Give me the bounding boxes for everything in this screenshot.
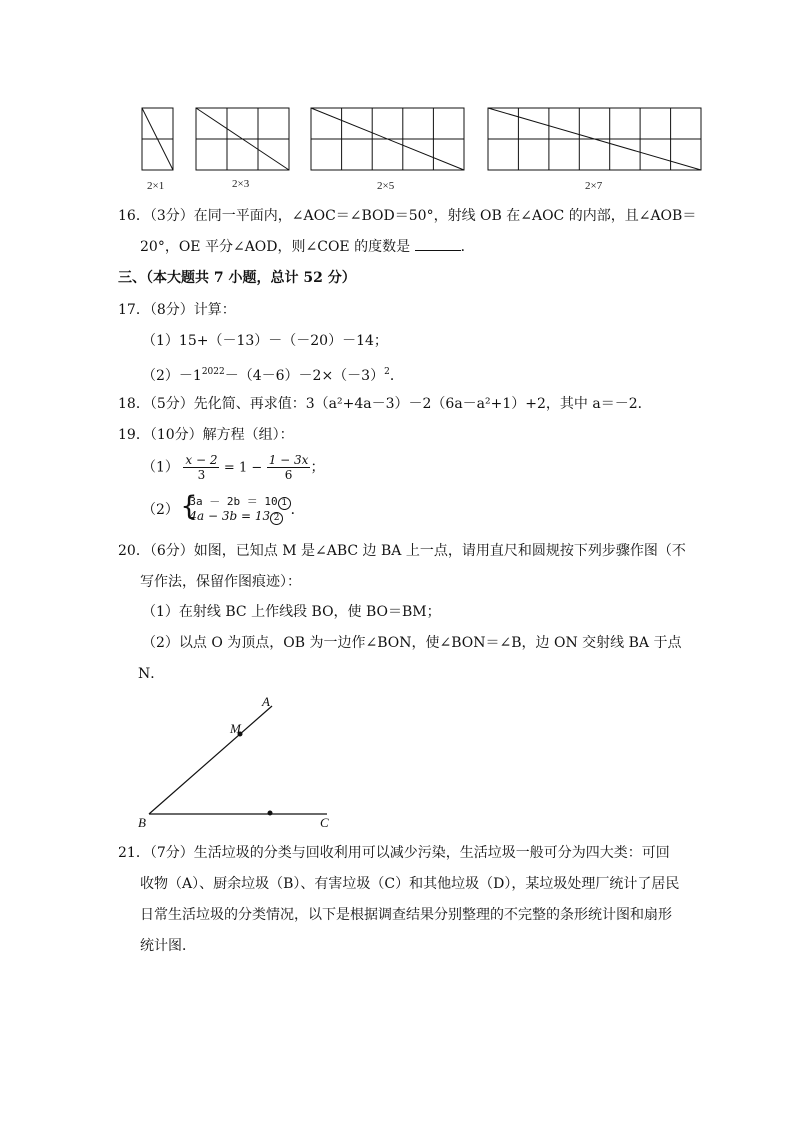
- question-20-part2-cont: N．: [138, 666, 165, 682]
- fraction-right: [267, 453, 311, 482]
- expr-end: ．: [290, 502, 305, 518]
- equation-1: [189, 495, 290, 510]
- question-text: 计算：: [193, 302, 236, 318]
- question-text: 先化简、再求值：3（a²+4a－3）－2（6a－a²+1）+2，其中 a＝－2．: [193, 396, 652, 412]
- grid-figures: [0, 0, 794, 200]
- grid-label-2x3: 2×3: [232, 178, 250, 190]
- equation-text: 3a － 2b ＝ 10: [189, 495, 278, 508]
- angle-abc-figure: [120, 690, 350, 835]
- question-text: 解方程（组）：: [202, 427, 294, 443]
- question-score: （8分）: [149, 302, 194, 318]
- denominator: 6: [284, 468, 293, 482]
- question-text-end: ．: [460, 239, 475, 255]
- equation-text: 4a − 3b = 13: [189, 509, 271, 523]
- part-label: （1）: [142, 459, 179, 476]
- expr-end: ；: [310, 459, 325, 476]
- question-20-part2: （2）以点 O 为顶点，OB 为一边作∠BON，使∠BON＝∠B，边 ON 交射线 BA 于点: [142, 635, 682, 651]
- question-score: （3分）: [149, 208, 194, 224]
- question-score: （5分）: [149, 396, 194, 412]
- question-number: 17．: [118, 302, 150, 318]
- question-score: （10分）: [149, 427, 203, 443]
- question-21-line4: 统计图．: [140, 938, 196, 954]
- question-21-line3: 日常生活垃圾的分类情况，以下是根据调查结果分别整理的不完整的条形统计图和扇形: [140, 907, 672, 923]
- question-number: 19．: [118, 427, 150, 443]
- denominator: 3: [197, 468, 206, 482]
- ray-ba: [149, 706, 272, 814]
- question-16-line2: [140, 236, 475, 257]
- question-20-line2: 写作法，保留作图痕迹）：: [140, 574, 301, 590]
- equation-2: [189, 510, 290, 525]
- grid-2x3: [196, 108, 289, 170]
- question-20-part1: （1）在射线 BC 上作线段 BO，使 BO＝BM；: [142, 604, 441, 620]
- question-19-part2: [142, 495, 305, 525]
- question-number: 20．: [118, 543, 150, 559]
- expr-part: = 1 −: [223, 460, 263, 476]
- question-16-line1: [118, 206, 696, 226]
- expr-part: （2）－1: [142, 368, 202, 384]
- label-c: C: [320, 815, 329, 830]
- question-number: 16．: [118, 208, 150, 224]
- grid-2x1: [142, 108, 173, 170]
- grid-2x7: [488, 108, 701, 170]
- question-19-part1: [142, 453, 324, 482]
- question-17-stem: [118, 300, 236, 320]
- label-a: A: [262, 694, 270, 709]
- question-text: 20°，OE 平分∠AOD，则∠COE 的度数是: [140, 239, 411, 255]
- question-text: 生活垃圾的分类与回收利用可以减少污染，生活垃圾一般可分为四大类：可回: [193, 845, 670, 861]
- question-19-stem: [118, 425, 294, 445]
- question-21-line1: [118, 843, 670, 863]
- question-text: 在同一平面内，∠AOC＝∠BOD＝50°，射线 OB 在∠AOC 的内部，且∠AOB＝: [193, 208, 697, 224]
- question-18: [118, 394, 652, 414]
- equation-tag: 1: [278, 497, 291, 510]
- grid-label-2x1: 2×1: [147, 180, 165, 192]
- question-text: 如图，已知点 M 是∠ABC 边 BA 上一点，请用直尺和圆规按下列步骤作图（不: [193, 543, 686, 559]
- question-score: （6分）: [149, 543, 194, 559]
- grid-label-2x5: 2×5: [377, 180, 395, 192]
- numerator: 1 − 3x: [268, 453, 309, 467]
- question-score: （7分）: [149, 845, 194, 861]
- point-on-bc: [268, 811, 273, 816]
- expr-end: ．: [389, 368, 404, 384]
- part-label: （2）: [142, 502, 179, 518]
- fraction-left: [183, 453, 219, 482]
- exponent: 2022: [201, 367, 225, 377]
- equation-tag: 2: [270, 512, 283, 525]
- question-17-part1: （1）15+（－13）－（－20）－14；: [142, 333, 388, 349]
- numerator: x − 2: [185, 453, 218, 467]
- grid-2x5: [311, 108, 464, 170]
- grid-label-2x7: 2×7: [585, 180, 603, 192]
- question-number: 21．: [118, 845, 150, 861]
- question-17-part2: [142, 362, 404, 386]
- question-21-line2: 收物（A）、厨余垃圾（B）、有害垃圾（C）和其他垃圾（D），某垃圾处理厂统计了居民: [140, 876, 680, 892]
- expr-part: －（4－6）－2×（－3）: [224, 368, 385, 384]
- answer-blank[interactable]: [415, 236, 461, 251]
- section-heading: 三、（本大题共 7 小题，总计 52 分）: [118, 270, 356, 286]
- exponent: 2: [384, 367, 390, 377]
- label-m: M: [230, 721, 241, 736]
- equation-system: [183, 495, 290, 525]
- question-number: 18．: [118, 396, 150, 412]
- label-b: B: [138, 815, 146, 830]
- question-20-line1: [118, 541, 686, 561]
